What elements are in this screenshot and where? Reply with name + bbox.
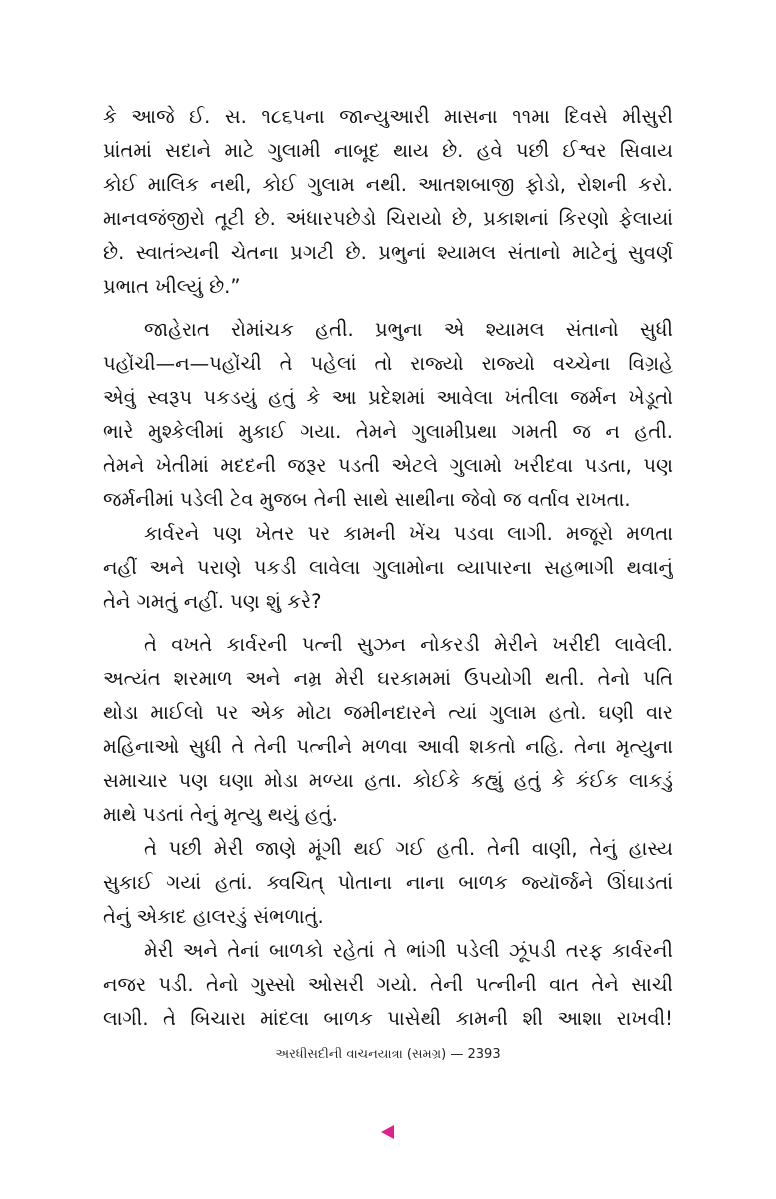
text-line: કોઈ માલિક નથી, કોઈ ગુલામ નથી. આતશબાજી ફોડો, રોશની કરો. <box>103 173 673 196</box>
text-line: સમાચાર પણ ઘણા મોડા મળ્યા હતા. કોઈકે કહ્યું હતું કે કંઈક લાકડું <box>103 769 673 792</box>
text-line: તેને ગમતું નહીં. પણ શું કરે? <box>103 590 322 613</box>
text-line: છે. સ્વાતંત્ર્યની ચેતના પ્રગટી છે. પ્રભુનાં શ્યામલ સંતાનો માટેનું સુવર્ણ <box>103 241 673 264</box>
text-line: કે આજે ઈ. સ. ૧૮૬૫ના જાન્યુઆરી માસના ૧૧મા દિવસે મીસુરી <box>103 105 673 128</box>
text-line: તેમને ખેતીમાં મદદની જરૂર પડતી એટલે ગુલામો ખરીદવા પડતા, પણ <box>103 454 673 477</box>
paragraph-1 <box>103 100 673 304</box>
page-footer <box>0 1047 776 1062</box>
text-line: ભારે મુશ્કેલીમાં મુકાઈ ગયા. તેમને ગુલામીપ્રથા ગમતી જ ન હતી. <box>103 420 673 443</box>
text-line: તે વખતે કાર્વરની પત્ની સુઝન નોકરડી મેરીને ખરીદી લાવેલી. <box>144 633 673 656</box>
paragraph-6 <box>103 934 673 1036</box>
text-line: થોડા માઈલો પર એક મોટા જમીનદારને ત્યાં ગુલામ હતો. ઘણી વાર <box>103 701 673 724</box>
book-title: અરધીસદીની વાચનયાત્રા (સમગ્ર) <box>275 1047 447 1062</box>
text-line: પ્રાંતમાં સદાને માટે ગુલામી નાબૂદ થાય છે. હવે પછી ઈશ્વર સિવાય <box>103 139 673 162</box>
footer-separator: — <box>450 1047 464 1062</box>
paragraph-3 <box>103 517 673 619</box>
text-line: માનવજંજીરો તૂટી છે. અંધારપછેડો ચિરાયો છે, પ્રકાશનાં કિરણો ફેલાયાં <box>103 207 673 230</box>
text-line: લાગી. તે બિચારા માંદલા બાળક પાસેથી કામની શી આશા રાખવી! <box>103 1007 673 1030</box>
text-line: માથે પડતાં તેનું મૃત્યુ થયું હતું. <box>103 803 338 826</box>
paragraph-4 <box>103 628 673 832</box>
body-text <box>103 100 673 1036</box>
text-line: અત્યંત શરમાળ અને નમ્ર મેરી ઘરકામમાં ઉપયોગી થતી. તેનો પતિ <box>103 667 673 690</box>
text-line: તે પછી મેરી જાણે મૂંગી થઈ ગઈ હતી. તેની વાણી, તેનું હાસ્ય <box>144 837 673 860</box>
text-line: તેનું એકાદ હાલરડું સંભળાતું. <box>103 905 324 928</box>
text-line: પ્રભાત ખીલ્યું છે.” <box>103 275 241 298</box>
text-line: જાહેરાત રોમાંચક હતી. પ્રભુના એ શ્યામલ સંતાનો સુધી <box>144 318 673 341</box>
text-line: સુકાઈ ગયાં હતાં. ક્વચિત્ પોતાના નાના બાળક જ્યૉર્જને ઊંઘાડતાં <box>103 871 673 894</box>
text-line: જર્મનીમાં પડેલી ટેવ મુજબ તેની સાથે સાથીના જેવો જ વર્તાવ રાખતા. <box>103 488 631 511</box>
text-line: મેરી અને તેનાં બાળકો રહેતાં તે ભાંગી પડેલી ઝૂંપડી તરફ કાર્વરની <box>144 939 673 962</box>
triangle-left-icon[interactable] <box>381 1125 394 1139</box>
text-line: મહિનાઓ સુધી તે તેની પત્નીને મળવા આવી શકતો નહિ. તેના મૃત્યુના <box>103 735 673 758</box>
page-number: 2393 <box>467 1047 501 1062</box>
text-line: નજર પડી. તેનો ગુસ્સો ઓસરી ગયો. તેની પત્નીની વાત તેને સાચી <box>103 973 673 996</box>
text-line: કાર્વરને પણ ખેતર પર કામની ખેંચ પડવા લાગી. મજૂરો મળતા <box>144 522 673 545</box>
text-line: પહોંચી—ન—પહોંચી તે પહેલાં તો રાજ્યો રાજ્યો વચ્ચેના વિગ્રહે <box>103 352 673 375</box>
paragraph-5 <box>103 832 673 934</box>
paragraph-2 <box>103 313 673 517</box>
text-line: નહીં અને પરાણે પકડી લાવેલા ગુલામોના વ્યાપારના સહભાગી થવાનું <box>103 556 673 579</box>
text-line: એવું સ્વરૂપ પકડયું હતું કે આ પ્રદેશમાં આવેલા ખંતીલા જર્મન ખેડૂતો <box>103 386 673 409</box>
